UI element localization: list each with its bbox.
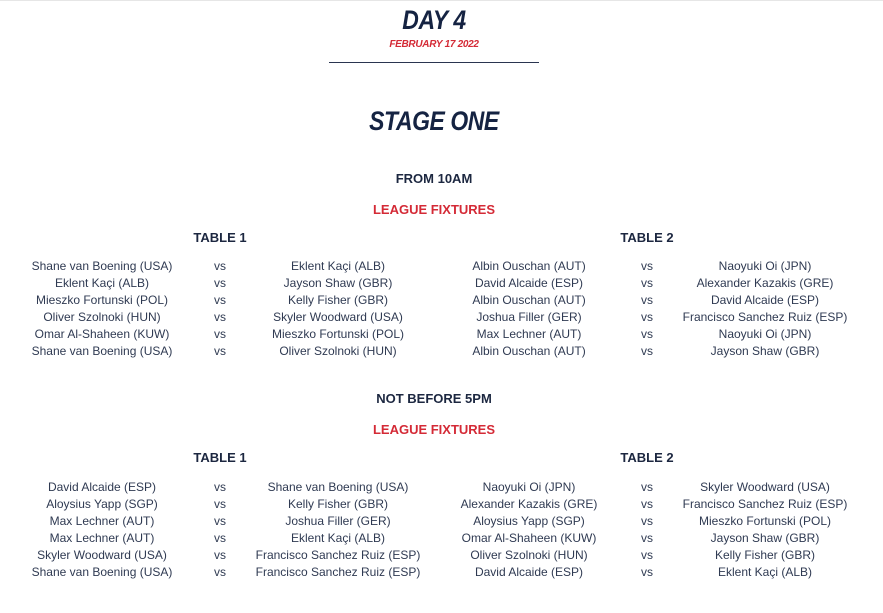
player-name: Omar Al-Shaheen (KUW) [461,531,597,545]
fixture-row [0,292,883,309]
player-name: Joshua Filler (GER) [285,514,391,528]
vs-label: vs [214,514,226,528]
fixture-row [0,258,883,275]
fixture-row [0,479,883,496]
fixtures-evening [0,479,883,581]
table-1-label: TABLE 1 [193,230,247,245]
player-name: Eklent Kaçi (ALB) [54,276,150,290]
vs-label: vs [214,327,226,341]
player-name: Francisco Sanchez Ruiz (ESP) [255,548,421,562]
vs-label: vs [214,497,226,511]
player-name: Joshua Filler (GER) [476,310,582,324]
player-name: Alexander Kazakis (GRE) [460,497,598,511]
player-name: Francisco Sanchez Ruiz (ESP) [255,565,421,579]
player-name: Alexander Kazakis (GRE) [696,276,834,290]
session-type-evening: LEAGUE FIXTURES [372,422,496,437]
vs-label: vs [214,259,226,273]
player-name: Mieszko Fortunski (POL) [271,327,405,341]
player-name: Max Lechner (AUT) [49,514,155,528]
player-name: David Alcaide (ESP) [474,565,584,579]
table-2-label: TABLE 2 [620,230,674,245]
player-name: Kelly Fisher (GBR) [287,497,388,511]
player-name: Albin Ouschan (AUT) [472,259,586,273]
top-border [0,0,883,1]
player-name: Max Lechner (AUT) [476,327,582,341]
vs-label: vs [641,565,653,579]
player-name: Aloysius Yapp (SGP) [473,514,585,528]
player-name: David Alcaide (ESP) [47,480,157,494]
player-name: David Alcaide (ESP) [710,293,820,307]
session-time-morning: FROM 10AM [395,171,473,186]
player-name: Jayson Shaw (GBR) [710,344,820,358]
player-name: Skyler Woodward (USA) [273,310,403,324]
player-name: Skyler Woodward (USA) [700,480,830,494]
player-name: Shane van Boening (USA) [31,344,173,358]
vs-label: vs [641,497,653,511]
player-name: Omar Al-Shaheen (KUW) [34,327,170,341]
player-name: Francisco Sanchez Ruiz (ESP) [682,497,848,511]
vs-label: vs [214,310,226,324]
header-divider [329,62,539,63]
vs-label: vs [641,327,653,341]
vs-label: vs [214,548,226,562]
player-name: Albin Ouschan (AUT) [472,344,586,358]
fixture-row [0,275,883,292]
player-name: Oliver Szolnoki (HUN) [279,344,397,358]
session-type-morning: LEAGUE FIXTURES [372,202,496,217]
player-name: Kelly Fisher (GBR) [714,548,815,562]
player-name: Max Lechner (AUT) [49,531,155,545]
player-name: Naoyuki Oi (JPN) [718,259,812,273]
fixture-row [0,513,883,530]
vs-label: vs [641,259,653,273]
fixture-row [0,564,883,581]
player-name: Naoyuki Oi (JPN) [482,480,576,494]
player-name: Shane van Boening (USA) [31,259,173,273]
player-name: Mieszko Fortunski (POL) [35,293,169,307]
day-date: FEBRUARY 17 2022 [389,39,479,50]
fixtures-morning [0,258,883,360]
player-name: Jayson Shaw (GBR) [710,531,820,545]
fixture-row [0,309,883,326]
day-title: DAY 4 [402,5,466,35]
player-name: Kelly Fisher (GBR) [287,293,388,307]
vs-label: vs [641,480,653,494]
table-1-label: TABLE 1 [193,450,247,465]
player-name: Eklent Kaçi (ALB) [717,565,813,579]
vs-label: vs [641,310,653,324]
fixture-row [0,547,883,564]
player-name: Shane van Boening (USA) [267,480,409,494]
vs-label: vs [641,293,653,307]
vs-label: vs [641,514,653,528]
vs-label: vs [214,276,226,290]
vs-label: vs [214,531,226,545]
vs-label: vs [214,480,226,494]
vs-label: vs [641,276,653,290]
player-name: Aloysius Yapp (SGP) [46,497,158,511]
player-name: Mieszko Fortunski (POL) [698,514,832,528]
fixture-row [0,343,883,360]
stage-title: STAGE ONE [369,106,499,136]
player-name: Eklent Kaçi (ALB) [290,531,386,545]
player-name: Eklent Kaçi (ALB) [290,259,386,273]
table-2-label: TABLE 2 [620,450,674,465]
vs-label: vs [641,531,653,545]
fixture-row [0,496,883,513]
session-time-evening: NOT BEFORE 5PM [376,391,492,406]
player-name: Francisco Sanchez Ruiz (ESP) [682,310,848,324]
player-name: Jayson Shaw (GBR) [283,276,393,290]
player-name: Shane van Boening (USA) [31,565,173,579]
player-name: Skyler Woodward (USA) [37,548,167,562]
fixture-row [0,530,883,547]
player-name: Oliver Szolnoki (HUN) [43,310,161,324]
player-name: Oliver Szolnoki (HUN) [470,548,588,562]
player-name: David Alcaide (ESP) [474,276,584,290]
vs-label: vs [214,293,226,307]
vs-label: vs [641,344,653,358]
player-name: Albin Ouschan (AUT) [472,293,586,307]
fixture-row [0,326,883,343]
vs-label: vs [214,565,226,579]
vs-label: vs [214,344,226,358]
player-name: Naoyuki Oi (JPN) [718,327,812,341]
vs-label: vs [641,548,653,562]
